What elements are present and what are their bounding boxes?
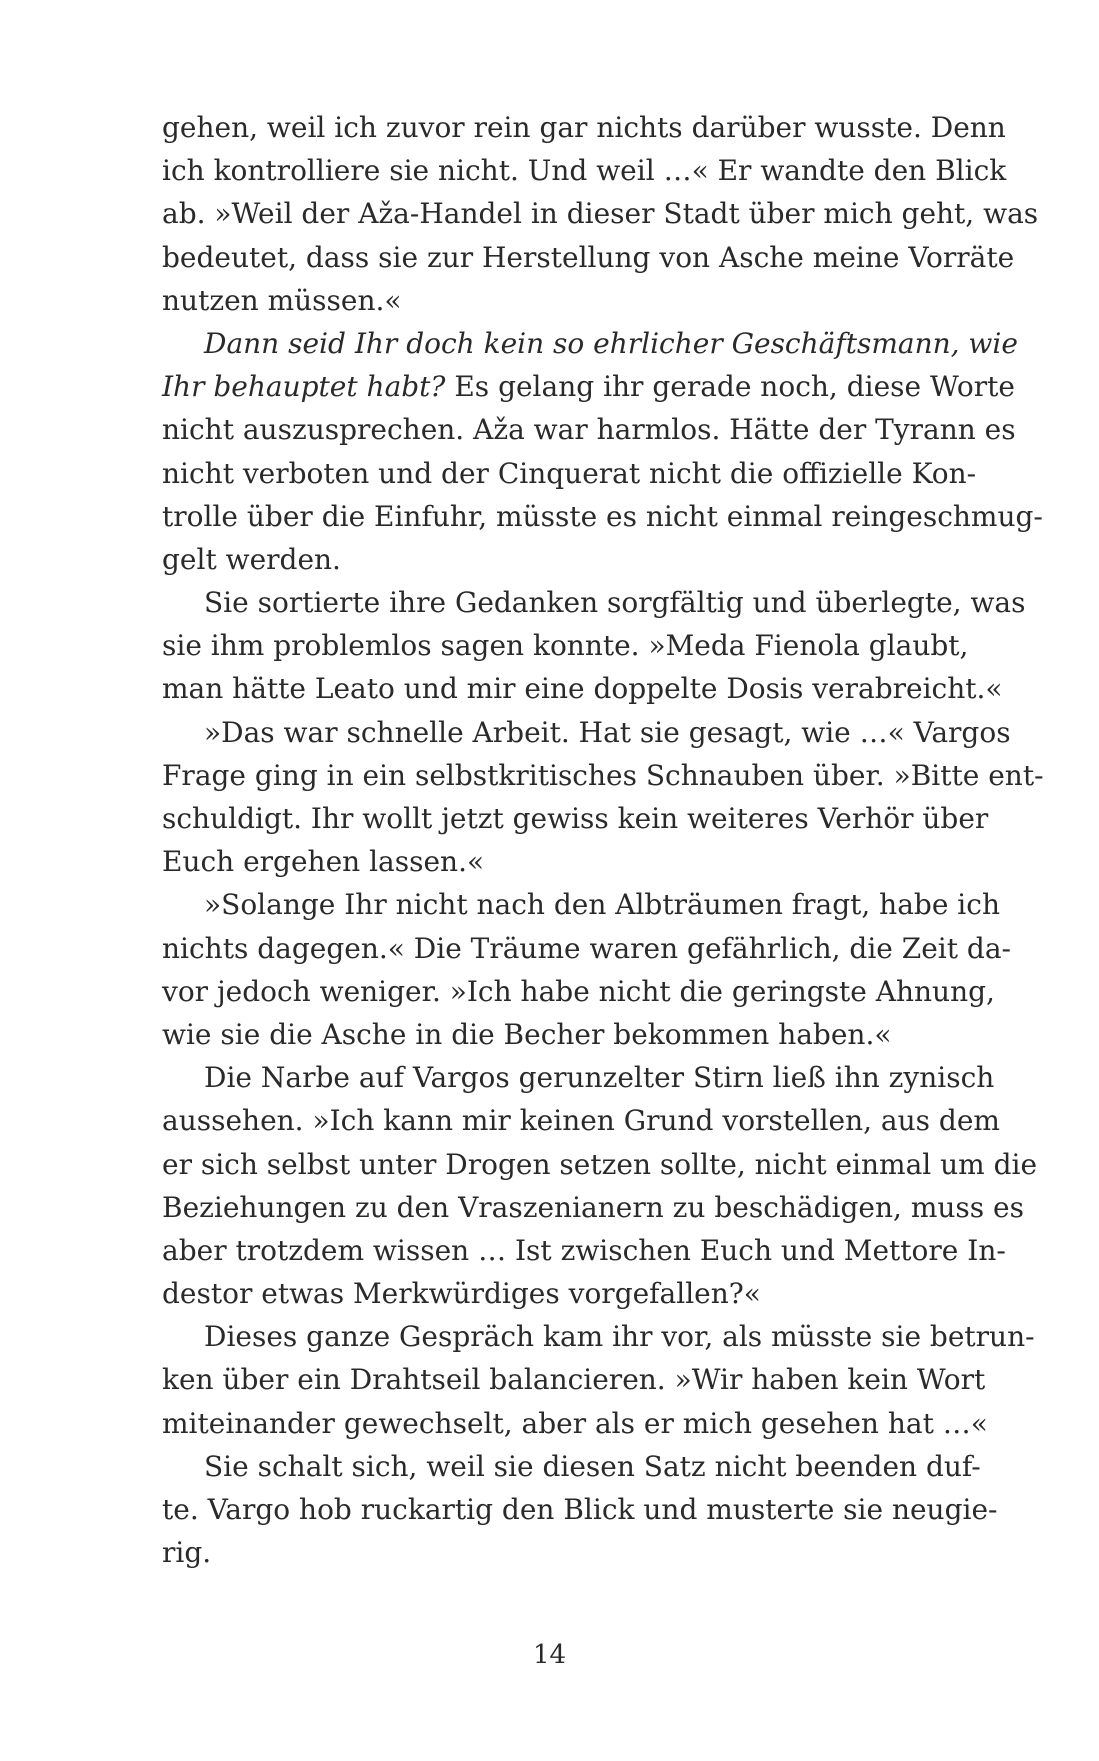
text-line: ab. »Weil der Aža-Handel in dieser Stadt über mich geht, was (162, 197, 1039, 231)
text-line: gelt werden. (162, 542, 341, 576)
text-line-italic: Dann seid Ihr doch kein so ehrlicher Geschäftsmann, wie (204, 326, 1018, 360)
text-fragment: Es gelang ihr gerade noch, diese Worte (445, 370, 1015, 404)
text-line: nutzen müssen.« (162, 283, 402, 317)
text-line: »Das war schnelle Arbeit. Hat sie gesagt, wie …« Vargos (204, 715, 1011, 749)
text-line: Euch ergehen lassen.« (162, 845, 485, 879)
text-line: vor jedoch weniger. »Ich habe nicht die geringste Ahnung, (162, 974, 995, 1008)
text-line: gehen, weil ich zuvor rein gar nichts darüber wusste. Denn (162, 111, 1006, 144)
text-line: Frage ging in ein selbstkritisches Schnauben über. »Bitte ent- (162, 758, 1044, 792)
text-line: miteinander gewechselt, aber als er mich gesehen hat …« (162, 1406, 988, 1440)
text-line: nichts dagegen.« Die Träume waren gefährlich, die Zeit da- (162, 931, 1011, 965)
text-line: rig. (162, 1536, 212, 1570)
text-line: er sich selbst unter Drogen setzen sollte, nicht einmal um die (162, 1147, 1038, 1181)
text-line: bedeutet, dass sie zur Herstellung von Asche meine Vorräte (162, 240, 1015, 274)
book-page-body (162, 106, 1044, 1574)
text-line: sie ihm problemlos sagen konnte. »Meda Fienola glaubt, (162, 629, 969, 663)
text-line: Beziehungen zu den Vraszenianern zu beschädigen, muss es (162, 1190, 1024, 1224)
text-line-mixed (162, 365, 1015, 408)
text-line: ich kontrolliere sie nicht. Und weil …« Er wandte den Blick (162, 154, 1007, 188)
text-line: ken über ein Drahtseil balancieren. »Wir haben kein Wort (162, 1363, 986, 1397)
text-fragment-italic: Ihr behauptet habt? (162, 370, 446, 404)
text-line: Sie sortierte ihre Gedanken sorgfältig und überlegte, was (204, 586, 1026, 620)
text-line: Die Narbe auf Vargos gerunzelter Stirn ließ ihn zynisch (204, 1061, 995, 1095)
text-line: destor etwas Merkwürdiges vorgefallen?« (162, 1277, 761, 1311)
text-line: Sie schalt sich, weil sie diesen Satz nicht beenden duf- (204, 1449, 981, 1483)
text-line: trolle über die Einfuhr, müsste es nicht einmal reingeschmug- (162, 499, 1043, 533)
text-line: aber trotzdem wissen … Ist zwischen Euch und Mettore In- (162, 1233, 1006, 1267)
text-line: nicht auszusprechen. Aža war harmlos. Hätte der Tyrann es (162, 413, 1016, 447)
text-line: wie sie die Asche in die Becher bekommen haben.« (162, 1017, 892, 1051)
text-line: schuldigt. Ihr wollt jetzt gewiss kein weiteres Verhör über (162, 802, 989, 835)
text-line: Dieses ganze Gespräch kam ihr vor, als müsste sie betrun- (204, 1320, 1035, 1354)
text-line: nicht verboten und der Cinquerat nicht die offizielle Kon- (162, 456, 977, 490)
text-line: »Solange Ihr nicht nach den Albträumen fragt, habe ich (204, 888, 1000, 922)
page-number: 14 (532, 1640, 567, 1670)
text-line: aussehen. »Ich kann mir keinen Grund vorstellen, aus dem (162, 1104, 1000, 1138)
text-line: te. Vargo hob ruckartig den Blick und musterte sie neugie- (162, 1493, 998, 1526)
text-line: man hätte Leato und mir eine doppelte Dosis verabreicht.« (162, 672, 1003, 706)
